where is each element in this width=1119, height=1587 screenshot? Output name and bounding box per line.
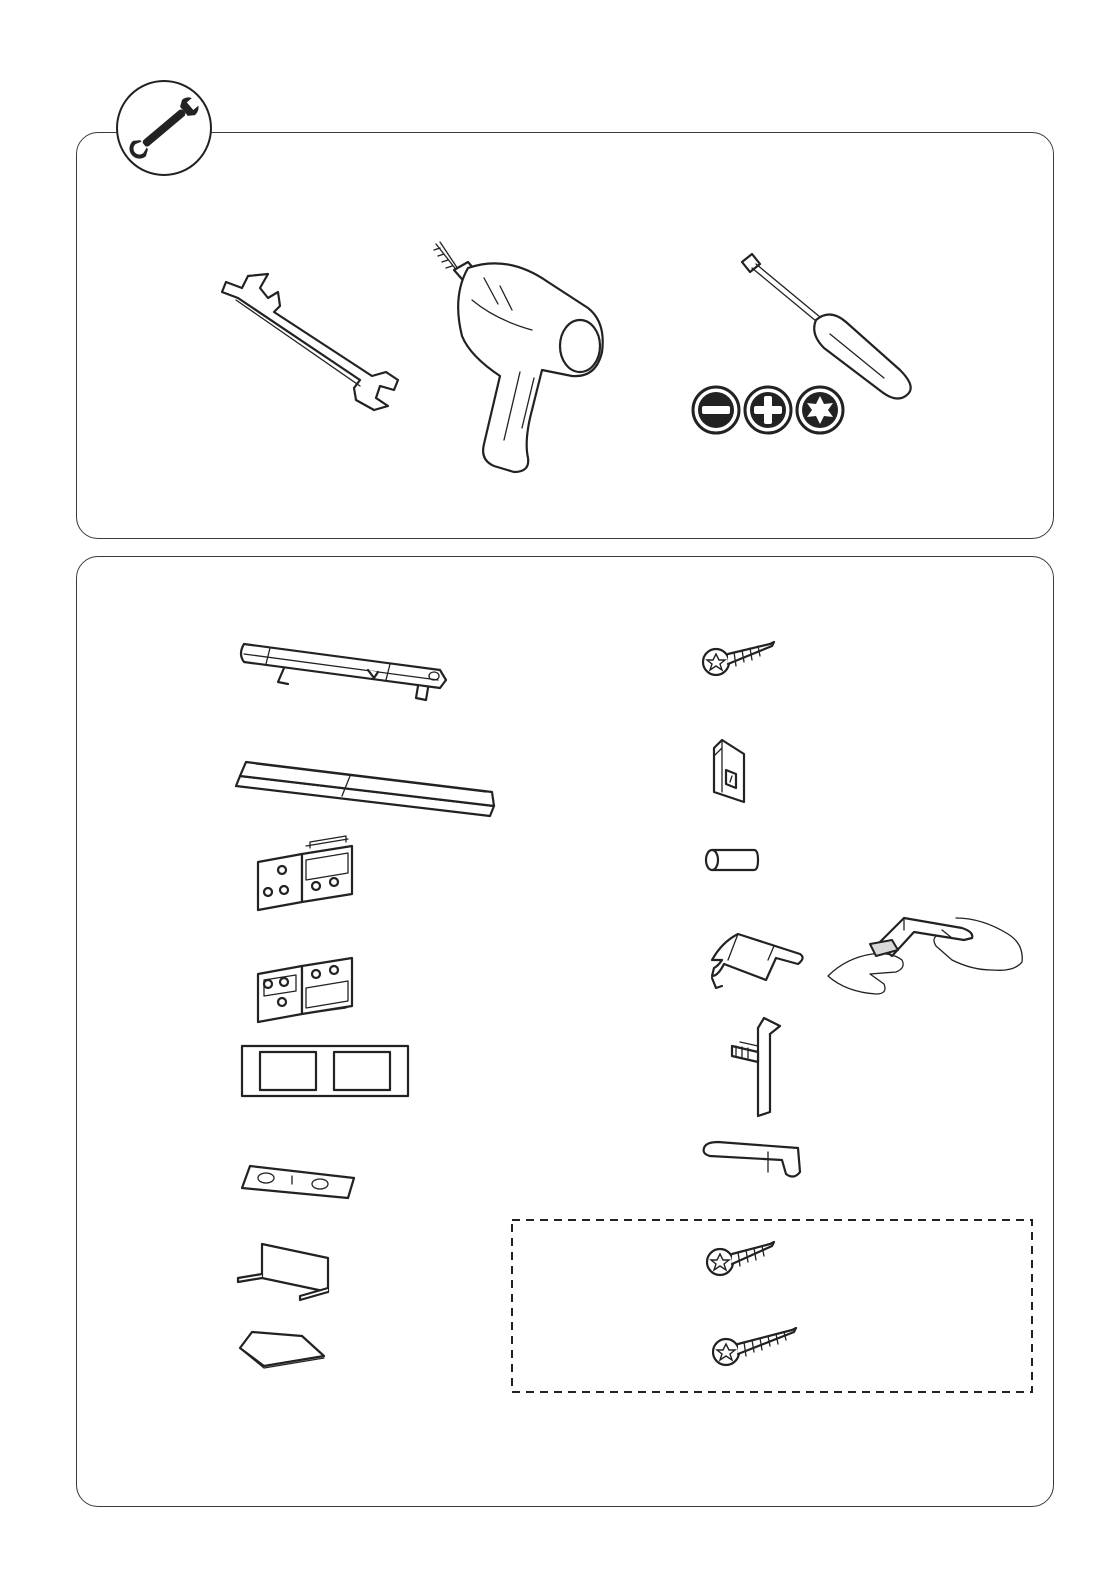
pad-icon bbox=[240, 1332, 324, 1368]
corner-bracket-icon bbox=[714, 740, 744, 802]
pin-icon bbox=[706, 850, 758, 870]
hands-install-illustration bbox=[828, 918, 1022, 994]
rail-icon bbox=[236, 762, 494, 816]
cover-cap-icon bbox=[704, 1142, 800, 1177]
spacer-plate-icon bbox=[242, 1166, 354, 1198]
vertical-bracket-icon bbox=[732, 1018, 780, 1116]
flat-head-icon bbox=[693, 387, 739, 433]
screwdriver-icon bbox=[742, 254, 911, 399]
phillips-head-icon bbox=[745, 387, 791, 433]
torx-head-icon bbox=[797, 387, 843, 433]
power-drill-icon bbox=[434, 242, 603, 472]
hinge-plate-right-icon bbox=[258, 836, 352, 910]
long-screw-icon bbox=[713, 1328, 796, 1365]
screw-icon bbox=[703, 642, 774, 675]
template-card-icon bbox=[242, 1046, 408, 1096]
open-end-wrench-icon bbox=[222, 274, 398, 410]
door-strip-icon bbox=[241, 644, 446, 700]
angle-bracket-icon bbox=[238, 1244, 328, 1300]
hinge-plate-left-icon bbox=[258, 958, 352, 1022]
clip-bracket-icon bbox=[712, 934, 803, 988]
short-screw-icon bbox=[707, 1242, 774, 1275]
